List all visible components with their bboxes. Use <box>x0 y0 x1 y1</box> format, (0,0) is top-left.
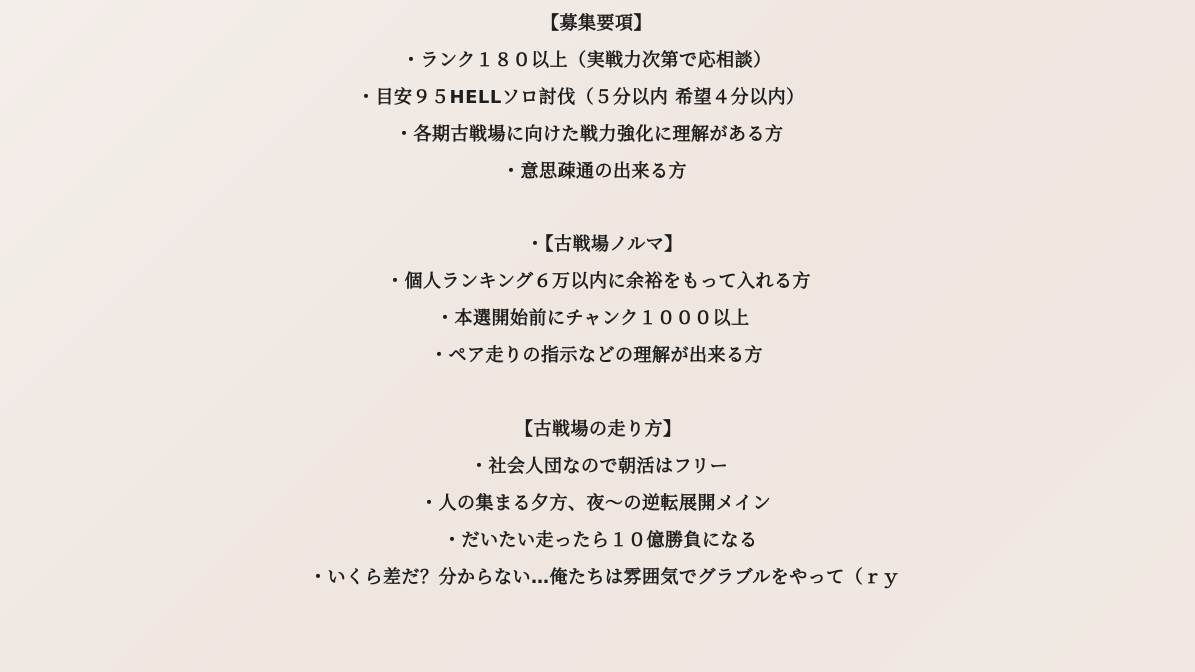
run-atmosphere: ・いくら差だ？分からない…俺たちは雰囲気でグラブルをやって（ｒｙ <box>309 567 901 588</box>
heading-recruitment-requirements: 【募集要項】 <box>541 13 652 34</box>
run-billion-match: ・だいたい走ったら１０億勝負になる <box>443 530 758 551</box>
requirement-rank: ・ランク１８０以上（実戦力次第で応相談） <box>402 50 772 71</box>
run-morning-free: ・社会人団なので朝活はフリー <box>470 456 729 477</box>
requirement-communication: ・意思疎通の出来る方 <box>502 161 687 182</box>
run-evening-main: ・人の集まる夕方、夜〜の逆転展開メイン <box>420 493 772 514</box>
requirement-understanding: ・各期古戦場に向けた戦力強化に理解がある方 <box>395 124 784 145</box>
quota-pair-run: ・ペア走りの指示などの理解が出来る方 <box>430 345 763 366</box>
heading-quota: ・【古戦場ノルマ】 <box>526 234 683 255</box>
quota-ranking: ・個人ランキング６万以内に余裕をもって入れる方 <box>386 271 811 292</box>
heading-how-to-run: 【古戦場の走り方】 <box>515 419 682 440</box>
requirement-hell-solo: ・目安９５HELLソロ討伐（５分以内 希望４分以内） <box>357 87 805 108</box>
quota-chunk: ・本選開始前にチャンク１０００以上 <box>436 308 750 329</box>
